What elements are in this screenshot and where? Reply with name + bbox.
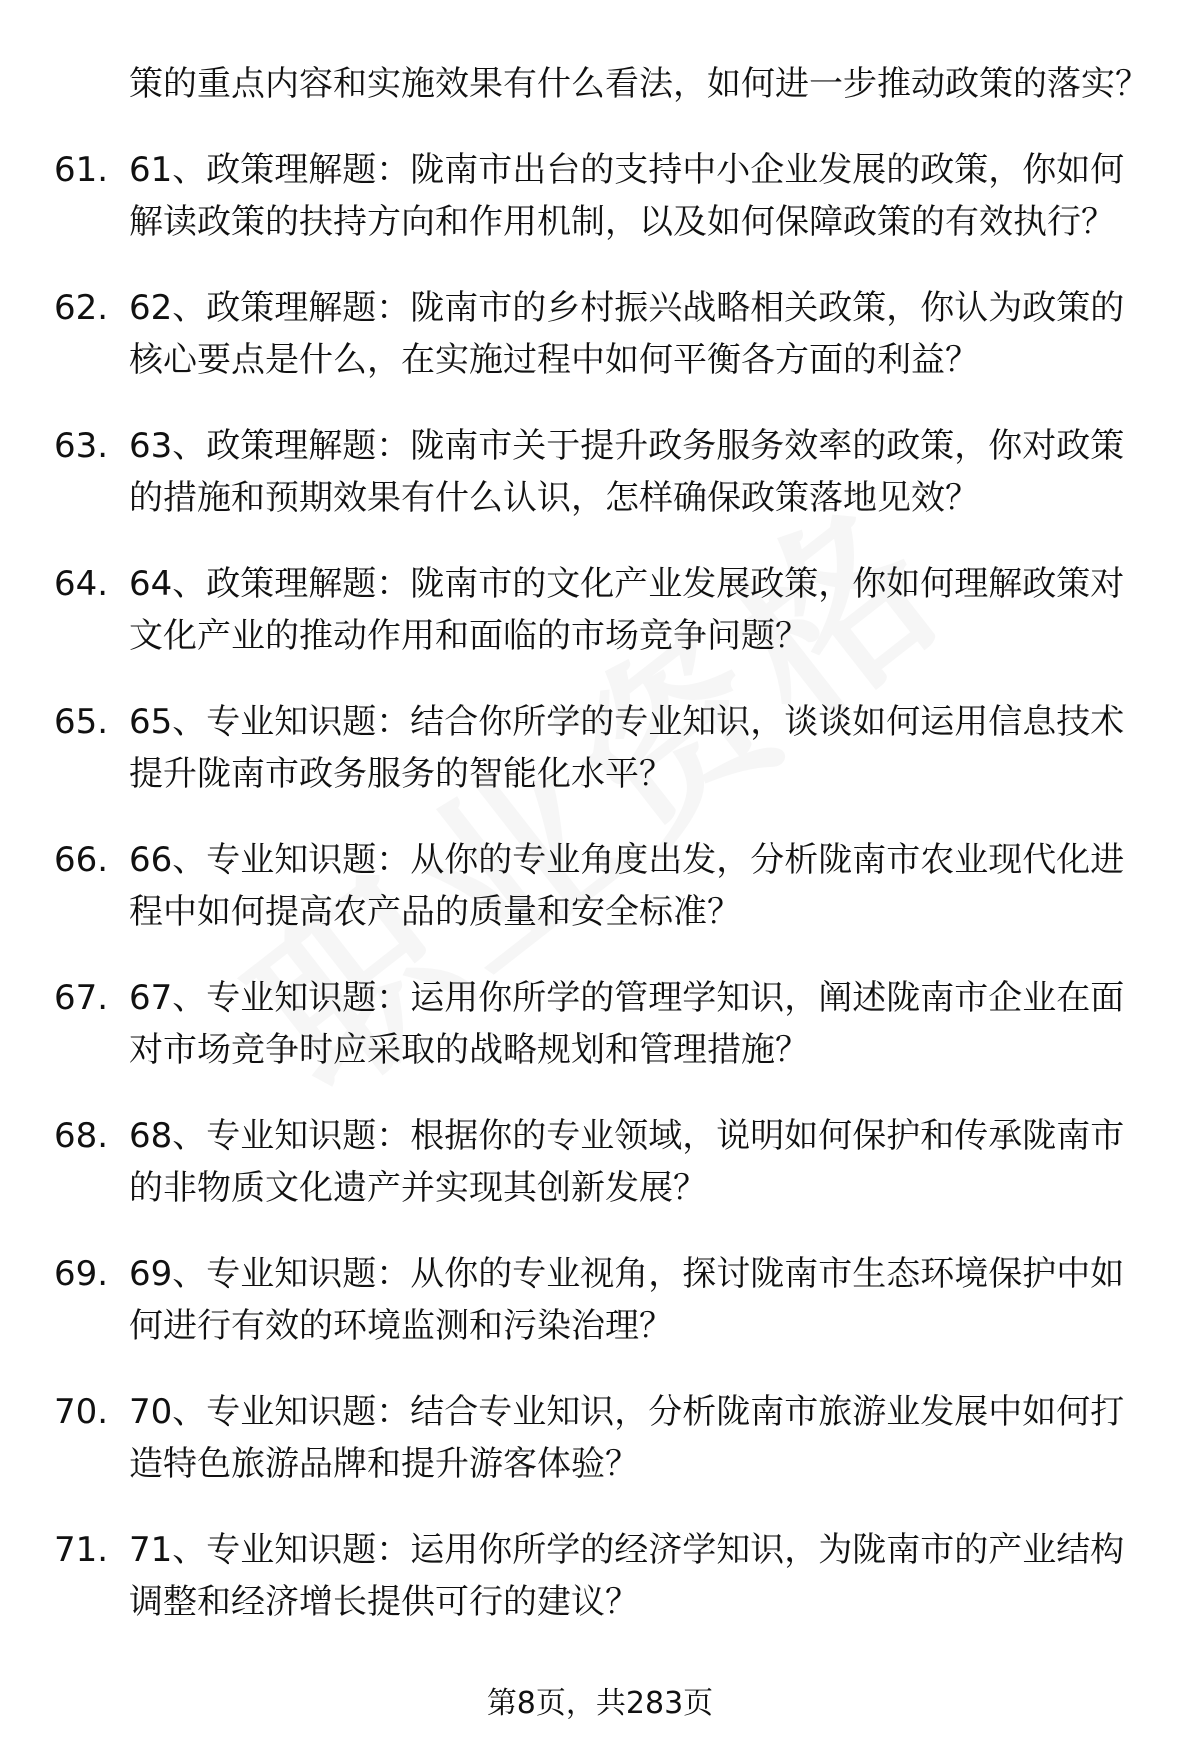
list-item	[0, 558, 1200, 662]
question-list	[0, 58, 1200, 1662]
list-item-number: 62.	[54, 288, 109, 328]
list-item-number: 65.	[54, 702, 109, 742]
list-item-text: 62、政策理解题：陇南市的乡村振兴战略相关政策，你认为政策的核心要点是什么，在实施过程中如何平衡各方面的利益？	[129, 288, 1125, 380]
list-item	[0, 1248, 1200, 1352]
list-item-number: 61.	[54, 150, 109, 190]
list-item-number: 69.	[54, 1254, 109, 1294]
list-item-text: 63、政策理解题：陇南市关于提升政务服务效率的政策，你对政策的措施和预期效果有什么认识，怎样确保政策落地见效？	[129, 426, 1125, 518]
list-item-text: 69、专业知识题：从你的专业视角，探讨陇南市生态环境保护中如何进行有效的环境监测和污染治理？	[129, 1254, 1125, 1346]
list-item	[0, 1386, 1200, 1490]
list-item-text: 70、专业知识题：结合专业知识，分析陇南市旅游业发展中如何打造特色旅游品牌和提升游客体验？	[129, 1392, 1125, 1484]
list-item-number: 66.	[54, 840, 109, 880]
list-item-text: 61、政策理解题：陇南市出台的支持中小企业发展的政策，你如何解读政策的扶持方向和作用机制，以及如何保障政策的有效执行？	[129, 150, 1125, 242]
list-item-number: 67.	[54, 978, 109, 1018]
list-item-text: 66、专业知识题：从你的专业角度出发，分析陇南市农业现代化进程中如何提高农产品的质量和安全标准？	[129, 840, 1125, 932]
list-item	[0, 144, 1200, 248]
list-item-text: 68、专业知识题：根据你的专业领域，说明如何保护和传承陇南市的非物质文化遗产并实现其创新发展？	[129, 1116, 1125, 1208]
list-item-number: 63.	[54, 426, 109, 466]
page-footer: 第8页，共283页	[486, 1686, 714, 1721]
list-item	[0, 420, 1200, 524]
list-item	[0, 282, 1200, 386]
list-item	[0, 834, 1200, 938]
list-item-number: 71.	[54, 1530, 109, 1570]
list-item-text: 64、政策理解题：陇南市的文化产业发展政策，你如何理解政策对文化产业的推动作用和面临的市场竞争问题？	[129, 564, 1125, 656]
list-item-continuation	[0, 58, 1200, 110]
list-item	[0, 972, 1200, 1076]
list-item-text: 71、专业知识题：运用你所学的经济学知识，为陇南市的产业结构调整和经济增长提供可行的建议？	[129, 1530, 1125, 1622]
list-item-number: 70.	[54, 1392, 109, 1432]
list-item	[0, 1110, 1200, 1214]
list-item-text: 65、专业知识题：结合你所学的专业知识，谈谈如何运用信息技术提升陇南市政务服务的智能化水平？	[129, 702, 1125, 794]
list-item-text: 策的重点内容和实施效果有什么看法，如何进一步推动政策的落实？	[129, 64, 1149, 104]
list-item	[0, 696, 1200, 800]
list-item	[0, 1524, 1200, 1628]
list-item-text: 67、专业知识题：运用你所学的管理学知识，阐述陇南市企业在面对市场竞争时应采取的战略规划和管理措施？	[129, 978, 1125, 1070]
list-item-number: 64.	[54, 564, 109, 604]
list-item-number: 68.	[54, 1116, 109, 1156]
